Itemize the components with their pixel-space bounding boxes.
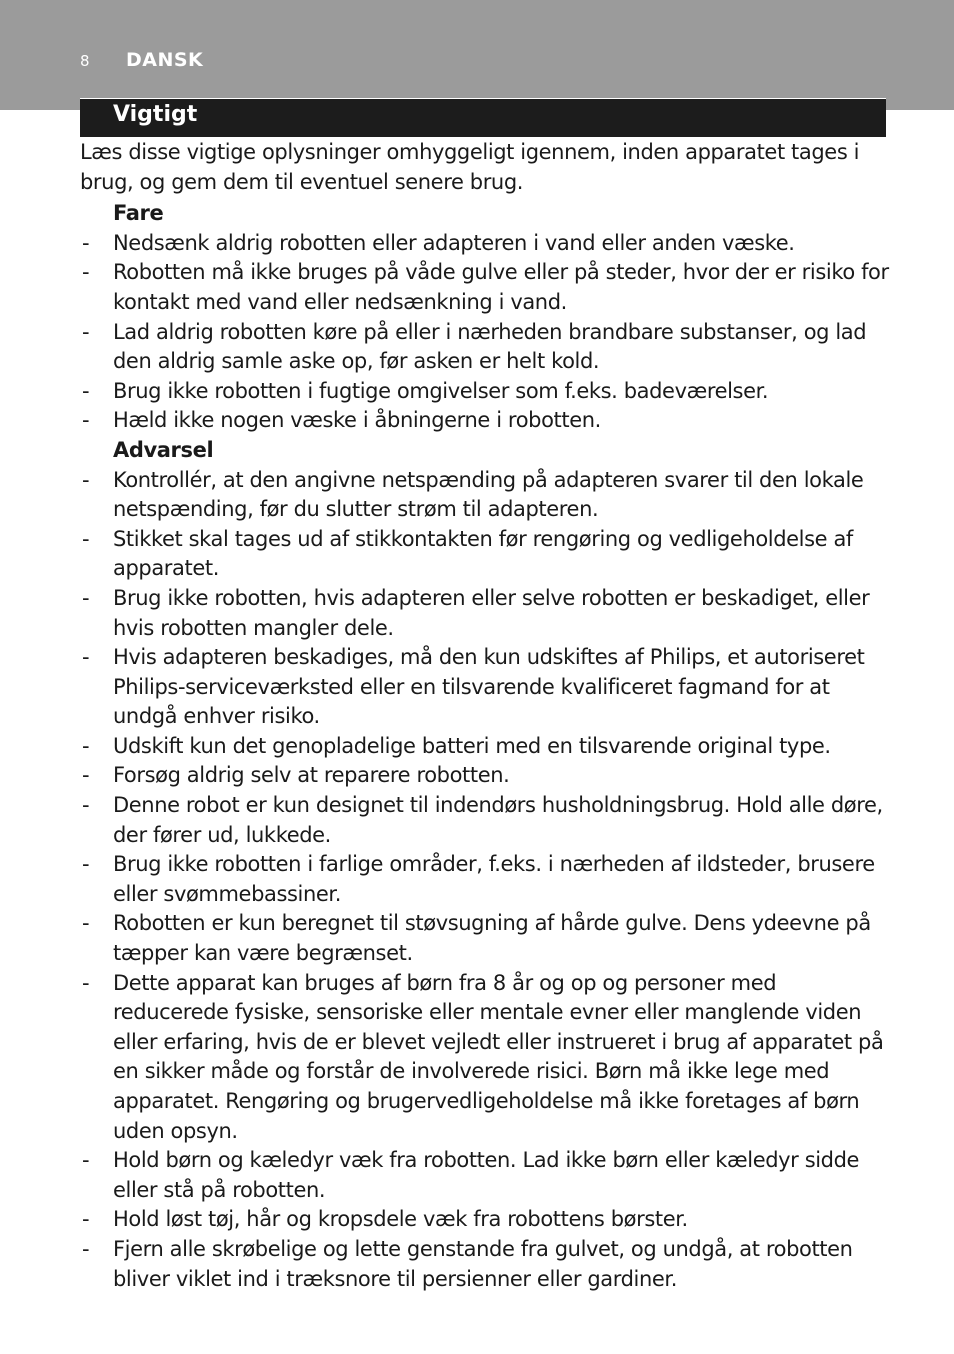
warning-item: - Forsøg aldrig selv at reparere robotten.: [80, 761, 892, 791]
warning-item: - Hold børn og kæledyr væk fra robotten. Lad ikke børn eller kæledyr sidde eller stå på robotten.: [80, 1146, 892, 1205]
warning-item: - Kontrollér, at den angivne netspænding på adapteren svarer til den lokale netspænding, før du slutter strøm til adapteren.: [80, 466, 892, 525]
warning-item: - Denne robot er kun designet til indendørs husholdningsbrug. Hold alle døre, der fører ud, lukkede.: [80, 791, 892, 850]
section-title-bar: [80, 98, 886, 137]
warning-list: [80, 466, 892, 1295]
warning-item: - Hvis adapteren beskadiges, må den kun udskiftes af Philips, et autoriseret Philips-serviceværksted eller en tilsvarende kvalificeret fagmand for at undgå enhver risiko.: [80, 643, 892, 732]
danger-heading: Fare: [113, 201, 164, 226]
danger-item: - Brug ikke robotten i fugtige omgivelser som f.eks. badeværelser.: [80, 377, 892, 407]
page-header-band: [0, 0, 954, 110]
danger-item: - Nedsænk aldrig robotten eller adapteren i vand eller anden væske.: [80, 229, 892, 259]
intro-paragraph: Læs disse vigtige oplysninger omhyggeligt igennem, inden apparatet tages i brug, og gem dem til eventuel senere brug.: [80, 140, 860, 194]
danger-item: - Robotten må ikke bruges på våde gulve eller på steder, hvor der er risiko for kontakt med vand eller nedsænkning i vand.: [80, 258, 892, 317]
warning-item: - Fjern alle skrøbelige og lette genstande fra gulvet, og undgå, at robotten bliver viklet ind i træksnore til persienner eller gardiner.: [80, 1235, 892, 1294]
warning-item: - Hold løst tøj, hår og kropsdele væk fra robottens børster.: [80, 1205, 892, 1235]
warning-item: - Brug ikke robotten, hvis adapteren eller selve robotten er beskadiget, eller hvis robotten mangler dele.: [80, 584, 892, 643]
section-title: Vigtigt: [113, 102, 198, 127]
warning-item: - Udskift kun det genopladelige batteri med en tilsvarende original type.: [80, 732, 892, 762]
warning-heading: Advarsel: [113, 437, 214, 462]
page-number: 8: [80, 52, 90, 70]
danger-list: [80, 229, 892, 436]
danger-item: - Hæld ikke nogen væske i åbningerne i robotten.: [80, 406, 892, 436]
warning-item: - Brug ikke robotten i farlige områder, f.eks. i nærheden af ildsteder, brusere eller svømmebassiner.: [80, 850, 892, 909]
warning-item: - Dette apparat kan bruges af børn fra 8 år og op og personer med reducerede fysiske, sensoriske eller mentale evner eller manglende viden eller erfaring, hvis de er blevet vejledt eller instrueret i brug af apparatet på en sikker måde og forstår de involverede risici. Børn må ikke lege med apparatet. Rengøring og brugervedligeholdelse må ikke foretages af børn uden opsyn.: [80, 969, 892, 1147]
warning-item: - Robotten er kun beregnet til støvsugning af hårde gulve. Dens ydeevne på tæpper kan være begrænset.: [80, 909, 892, 968]
language-label: DANSK: [126, 49, 204, 71]
warning-item: - Stikket skal tages ud af stikkontakten før rengøring og vedligeholdelse af apparatet.: [80, 525, 892, 584]
page-content: [80, 138, 892, 1294]
danger-item: - Lad aldrig robotten køre på eller i nærheden brandbare substanser, og lad den aldrig samle aske op, før asken er helt kold.: [80, 318, 892, 377]
